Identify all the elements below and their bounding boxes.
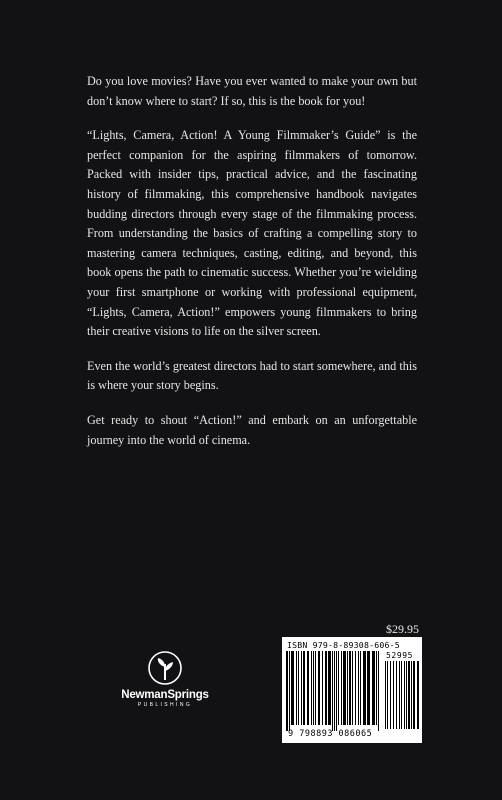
barcode-bar — [298, 651, 299, 725]
barcode-bar — [332, 651, 333, 731]
blurb-paragraph-4: Get ready to shout “Action!” and embark on an unforgettable journey into the world of cinema. — [87, 412, 417, 447]
blurb-paragraph-1: Do you love movies? Have you ever wanted to make your own but don’t know where to start? If so, this is the book for you! — [87, 74, 417, 108]
blurb-paragraph-2: “Lights, Camera, Action! A Young Filmmaker’s Guide” is the perfect companion for the aspiring filmmakers of tomorrow. Packed with insider tips, practical advice, and the fascinating history of filmmaking, this comprehensive handbook navigates budding directors through every stage of the filmmaking process. From understanding the basics of crafting a compelling story to mastering camera techniques, casting, editing, and beyond, this book opens the path to cinematic success. Whether you’re wielding your first smartphone or working with professional equipment, “Lights, Camera, Action!” empowers young filmmakers to bring their creative visions to life on the silver screen. — [87, 128, 417, 339]
barcode-bar — [341, 651, 342, 725]
barcode-bar — [393, 661, 394, 729]
barcode-bar — [343, 651, 346, 725]
publisher-logo — [120, 650, 210, 708]
barcode-bar — [352, 651, 353, 725]
barcode-bar — [347, 651, 348, 725]
publisher-name: NewmanSprings — [121, 689, 209, 701]
blurb-paragraph-3: Even the world’s greatest directors had to start somewhere, and this is where your story begins. — [87, 358, 417, 393]
barcode-bar — [338, 651, 339, 725]
barcode-bar — [376, 651, 377, 725]
barcode-bar — [363, 651, 366, 725]
barcode-bar — [406, 661, 407, 729]
barcode-bar — [358, 651, 359, 725]
barcode-bar — [355, 651, 356, 725]
price-label: $29.95 — [386, 622, 419, 636]
barcode-bar — [325, 651, 327, 725]
barcode-bar — [411, 661, 412, 729]
isbn-label: ISBN 979-8-89308-606-5 — [287, 640, 400, 650]
addon-digits: 52995 — [386, 651, 414, 660]
barcode-bar — [408, 661, 410, 729]
barcode-bar — [378, 651, 379, 731]
barcode-bar — [291, 651, 294, 725]
barcode-bar — [372, 651, 375, 725]
barcode-bar — [289, 651, 290, 731]
barcode-bar — [367, 651, 370, 725]
barcode-bar — [413, 661, 415, 729]
barcode-bar — [387, 661, 388, 729]
isbn-barcode — [282, 637, 422, 743]
barcode-bar — [404, 661, 405, 729]
barcode-bar — [390, 661, 391, 729]
ean-barcode-bars — [286, 651, 382, 731]
addon-barcode-bars — [385, 661, 419, 729]
barcode-bar — [322, 651, 323, 725]
barcode-bar — [303, 651, 305, 725]
barcode-bar — [318, 651, 320, 725]
barcode-bar — [336, 651, 337, 731]
barcode-bar — [417, 661, 419, 729]
barcode-bar — [301, 651, 302, 725]
barcode-bar — [385, 661, 386, 729]
publisher-subtitle: PUBLISHING — [137, 702, 193, 708]
barcode-bar — [286, 651, 288, 731]
barcode-bar — [313, 651, 314, 725]
back-cover-blurb — [87, 72, 417, 465]
barcode-bar — [399, 661, 400, 729]
barcode-bar — [307, 651, 309, 725]
barcode-bar — [360, 651, 361, 725]
ean-digits: 9 798893 086065 — [288, 729, 373, 739]
barcode-bar — [328, 651, 331, 725]
barcode-bar — [401, 661, 402, 729]
sprout-in-circle-icon — [147, 650, 183, 686]
barcode-bar — [311, 651, 312, 725]
barcode-bar — [396, 661, 397, 729]
barcode-bar — [349, 651, 351, 725]
barcode-bar — [296, 651, 297, 725]
barcode-bar — [315, 651, 316, 725]
barcode-bar — [334, 651, 335, 731]
